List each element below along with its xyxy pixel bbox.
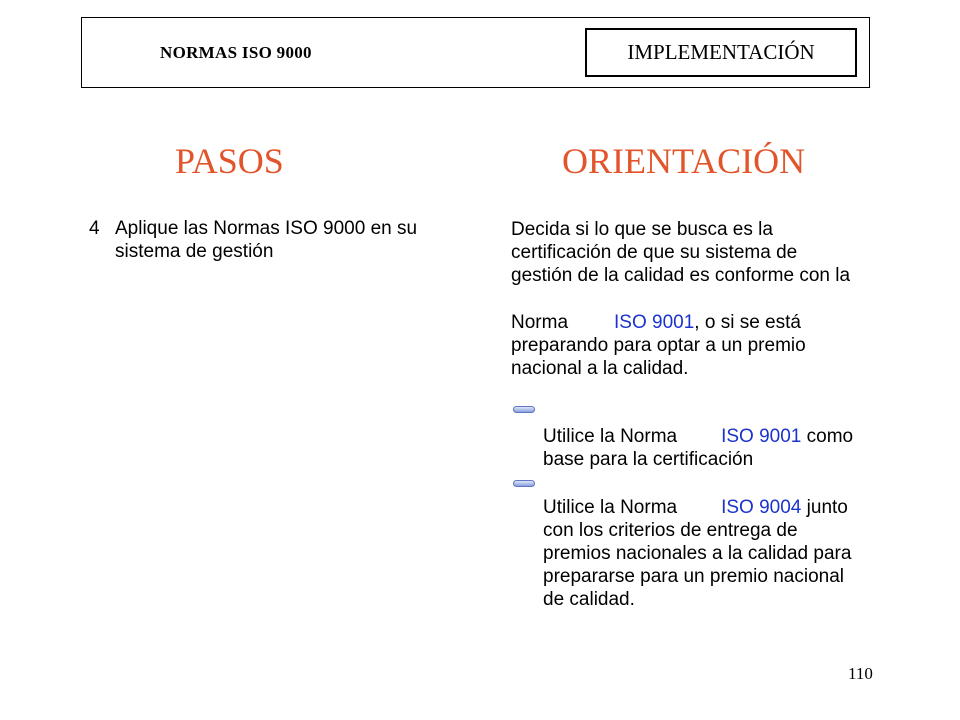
iso-9004-reference: ISO 9004 [721,497,802,518]
paragraph-line: Decida si lo que se busca es la [511,219,773,240]
orientation-paragraph-1 [511,218,881,287]
paragraph-suffix: , o si se está [694,312,801,333]
bullet-prefix: Utilice la Norma [543,497,678,518]
bullet-line: premios nacionales a la calidad para [543,543,852,564]
step-text [115,217,435,263]
header-title: NORMAS ISO 9000 [160,43,312,62]
step-text-line: sistema de gestión [115,241,274,262]
orientacion-heading: ORIENTACIÓN [562,141,806,181]
bullet-line: prepararse para un premio nacional [543,566,845,587]
pasos-heading: PASOS [175,141,284,181]
dash-bullet-icon [513,480,535,487]
bullet-prefix: Utilice la Norma [543,426,678,447]
paragraph-line: certificación de que su sistema de [511,242,798,263]
section-label: IMPLEMENTACIÓN [585,28,857,77]
iso-9001-reference: ISO 9001 [614,312,695,333]
bullet-suffix: como [801,426,854,447]
paragraph-prefix: Norma [511,312,569,333]
paragraph-line: nacional a la calidad. [511,358,689,379]
bullet-suffix: junto [801,497,848,518]
bullet-item-2 [543,496,888,611]
page-number: 110 [848,664,873,683]
paragraph-line: preparando para optar a un premio [511,335,806,356]
orientation-paragraph-2 [511,311,881,380]
header-box [81,17,870,88]
paragraph-line: gestión de la calidad es conforme con la [511,265,851,286]
bullet-item-1 [543,425,888,471]
step-text-line: Aplique las Normas ISO 9000 en su [115,218,418,239]
step-number: 4 [89,218,100,239]
bullet-line: con los criterios de entrega de [543,520,798,541]
bullet-line: base para la certificación [543,449,754,470]
iso-9001-reference: ISO 9001 [721,426,802,447]
bullet-line: de calidad. [543,589,635,610]
dash-bullet-icon [513,406,535,413]
